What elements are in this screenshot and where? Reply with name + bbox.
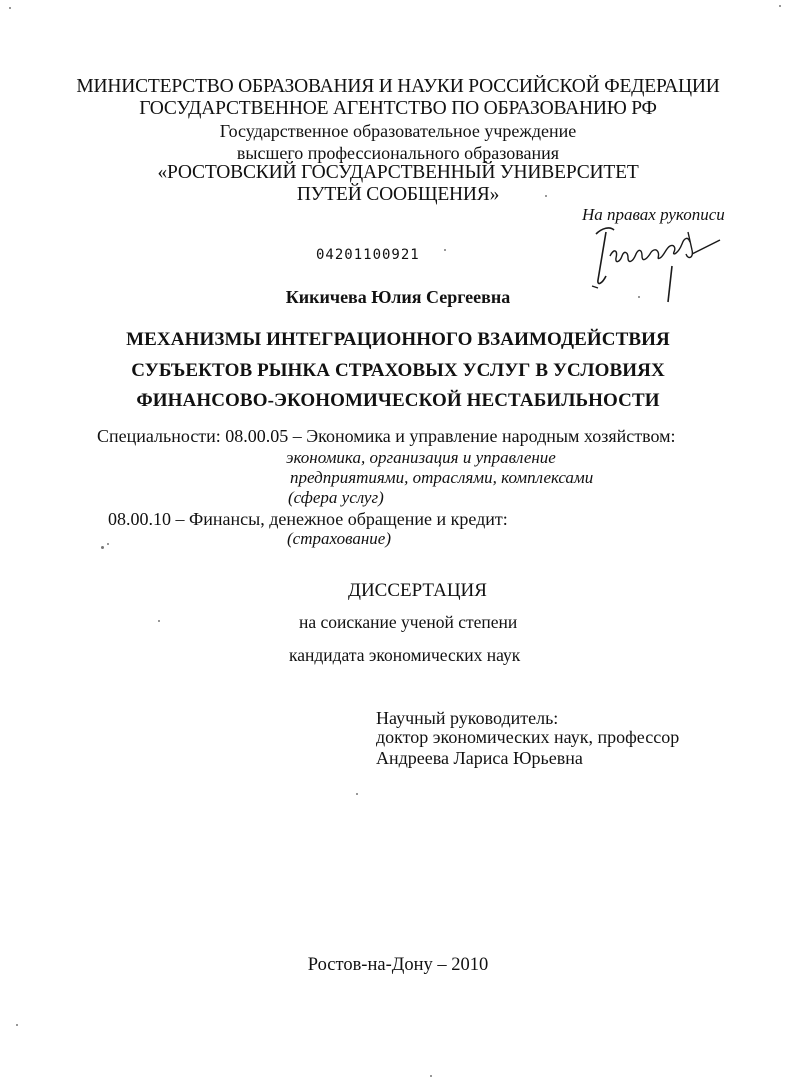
supervisor-name: Андреева Лариса Юрьевна — [376, 748, 583, 768]
scan-speck — [158, 620, 160, 622]
specialty-second-sub: (страхование) — [287, 529, 392, 548]
university-name-line-1: «РОСТОВСКИЙ ГОСУДАРСТВЕННЫЙ УНИВЕРСИТЕТ — [157, 162, 639, 183]
university-name-line-2: ПУТЕЙ СООБЩЕНИЯ» — [296, 184, 500, 205]
scan-speck — [545, 195, 547, 197]
specialty-sub-line-2: предприятиями, отраслями, комплексами — [290, 468, 594, 487]
dissertation-title-line-2: СУБЪЕКТОВ РЫНКА СТРАХОВЫХ УСЛУГ В УСЛОВИЯХ — [131, 360, 665, 381]
supervisor-label: Научный руководитель: — [376, 708, 559, 728]
institution-type-line-1: Государственное образовательное учреждение — [219, 121, 577, 141]
ministry-heading: МИНИСТЕРСТВО ОБРАЗОВАНИЯ И НАУКИ РОССИЙСКОЙ ФЕДЕРАЦИИ — [76, 76, 720, 97]
manuscript-rights-note: На правах рукописи — [582, 205, 725, 224]
specialty-sub-line-3: (сфера услуг) — [288, 488, 384, 507]
dissertation-degree: кандидата экономических наук — [289, 645, 521, 665]
scan-speck — [101, 546, 104, 549]
city-year: Ростов-на-Дону – 2010 — [307, 955, 489, 975]
scan-speck — [356, 793, 358, 795]
registration-number: 04201100921 — [316, 247, 420, 263]
agency-heading: ГОСУДАРСТВЕННОЕ АГЕНТСТВО ПО ОБРАЗОВАНИЮ РФ — [139, 98, 657, 119]
specialty-sub-line-1: экономика, организация и управление — [286, 448, 556, 467]
dissertation-label: ДИССЕРТАЦИЯ — [348, 580, 487, 601]
scan-speck — [9, 7, 11, 9]
scan-speck — [430, 1075, 432, 1077]
supervisor-title: доктор экономических наук, профессор — [376, 727, 680, 747]
author-name: Кикичева Юлия Сергеевна — [285, 287, 511, 307]
dissertation-title-line-3: ФИНАНСОВО-ЭКОНОМИЧЕСКОЙ НЕСТАБИЛЬНОСТИ — [136, 390, 660, 411]
institution-type-line-2: высшего профессионального образования — [236, 143, 560, 163]
dissertation-title-line-1: МЕХАНИЗМЫ ИНТЕГРАЦИОННОГО ВЗАИМОДЕЙСТВИЯ — [126, 329, 670, 350]
specialty-second-line: 08.00.10 – Финансы, денежное обращение и кредит: — [108, 509, 508, 529]
scan-speck — [779, 5, 781, 7]
scan-speck — [107, 543, 109, 545]
dissertation-purpose: на соискание ученой степени — [299, 612, 518, 632]
scan-speck — [444, 249, 446, 251]
scan-speck — [16, 1024, 18, 1026]
scan-speck — [638, 296, 640, 298]
specialty-main-line: Специальности: 08.00.05 – Экономика и управление народным хозяйством: — [97, 426, 676, 446]
